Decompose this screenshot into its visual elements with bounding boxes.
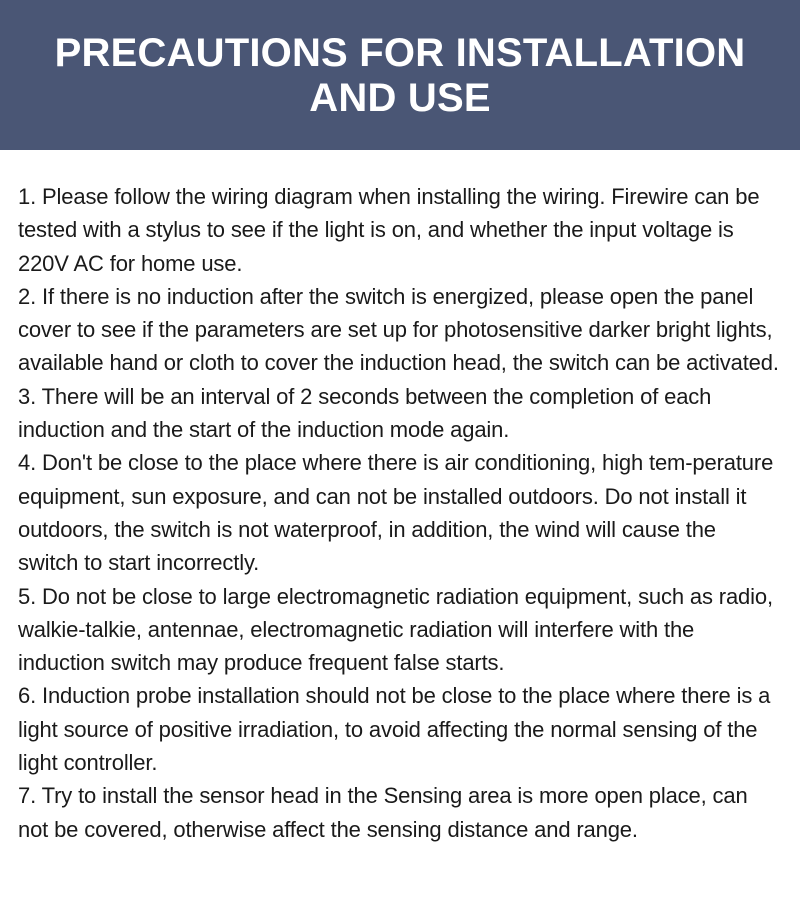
page-title-line-2: AND USE bbox=[309, 76, 491, 120]
precaution-item-5: 5. Do not be close to large electromagnetic radiation equipment, such as radio, walkie-talkie, antennae, electromagnetic radiation will interfere with the induction switch may produce frequent false starts. bbox=[18, 583, 773, 676]
precaution-item-3: 3. There will be an interval of 2 seconds between the completion of each induction and the start of the induction mode again. bbox=[18, 383, 712, 443]
precaution-item-4: 4. Don't be close to the place where there is air conditioning, high tem-perature equipment, sun exposure, and can not be installed outdoors. Do not install it outdoors, the switch is not waterproof, in addition, the wind will cause the switch to start incorrectly. bbox=[18, 450, 774, 576]
precaution-item-2: 2. If there is no induction after the switch is energized, please open the panel cover to see if the parameters are set up for photosensitive darker bright lights, available hand or cloth to cover the induction head, the switch can be activated. bbox=[18, 283, 779, 376]
page-title-line-1: PRECAUTIONS FOR INSTALLATION bbox=[54, 31, 746, 75]
precaution-item-7: 7. Try to install the sensor head in the Sensing area is more open place, can not be covered, otherwise affect the sensing distance and range. bbox=[18, 783, 748, 842]
precaution-item-1: 1. Please follow the wiring diagram when installing the wiring. Firewire can be tested with a stylus to see if the light is on, and whether the input voltage is 220V AC for home use. bbox=[18, 184, 760, 276]
precaution-item-6: 6. Induction probe installation should not be close to the place where there is a light source of positive irradiation, to avoid affecting the normal sensing of the light controller. bbox=[18, 683, 771, 776]
